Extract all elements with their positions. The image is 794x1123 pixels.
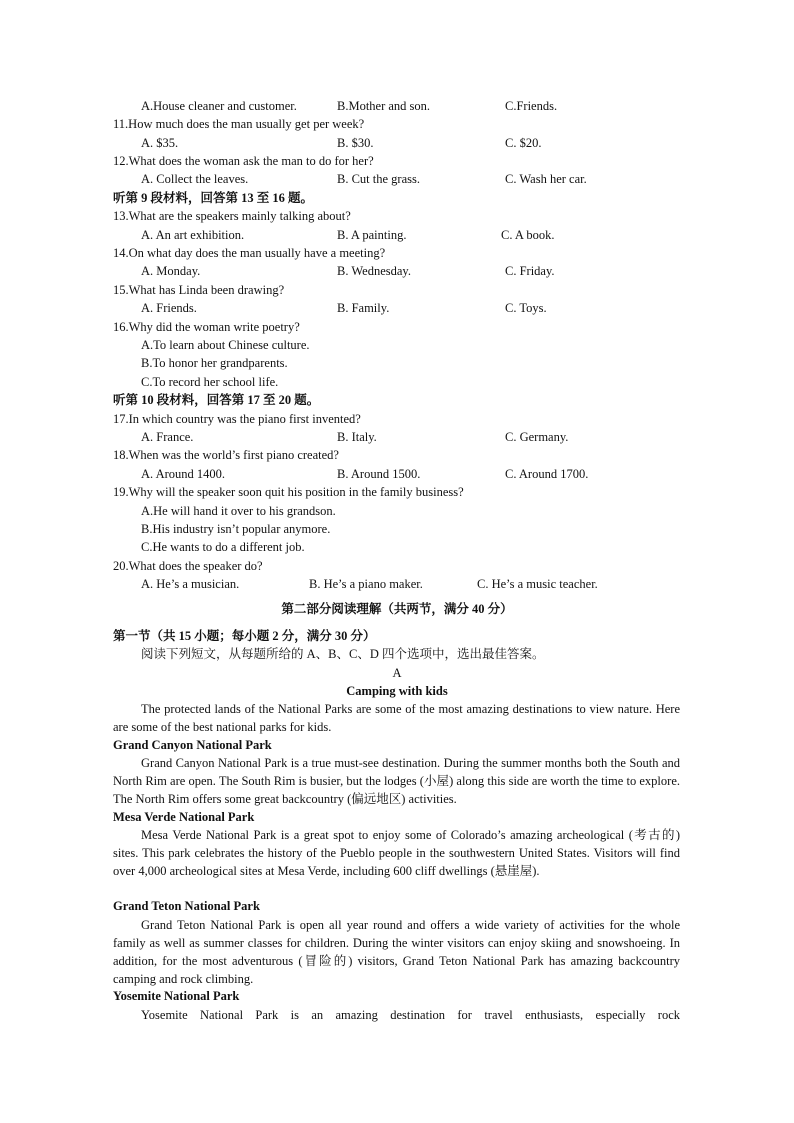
q12-option-b: B. Cut the grass. bbox=[337, 172, 420, 186]
intro-paragraph: The protected lands of the National Parks are some of the most amazing destinations to view nature. Here are some of the best national parks for kids. bbox=[113, 702, 680, 734]
q14-option-b: B. Wednesday. bbox=[337, 264, 411, 278]
q16-option-c: C.To record her school life. bbox=[141, 375, 279, 389]
question-18: 18.When was the world’s first piano created? bbox=[113, 448, 339, 462]
park-4-heading: Yosemite National Park bbox=[113, 989, 240, 1003]
q18-option-c: C. Around 1700. bbox=[505, 467, 589, 481]
question-19: 19.Why will the speaker soon quit his position in the family business? bbox=[113, 485, 464, 499]
question-20: 20.What does the speaker do? bbox=[113, 559, 263, 573]
q13-option-c: C. A book. bbox=[501, 228, 555, 242]
question-11: 11.How much does the man usually get per week? bbox=[113, 117, 365, 131]
park-1-heading: Grand Canyon National Park bbox=[113, 738, 272, 752]
question-17: 17.In which country was the piano first invented? bbox=[113, 412, 361, 426]
q13-option-a: A. An art exhibition. bbox=[141, 228, 245, 242]
question-13: 13.What are the speakers mainly talking about? bbox=[113, 209, 351, 223]
passage-title: Camping with kids bbox=[346, 684, 448, 698]
q11-option-c: C. $20. bbox=[505, 136, 542, 150]
q19-option-a: A.He will hand it over to his grandson. bbox=[141, 504, 336, 518]
q11-option-a: A. $35. bbox=[141, 136, 179, 150]
q13-option-b: B. A painting. bbox=[337, 228, 407, 242]
park-3-heading: Grand Teton National Park bbox=[113, 899, 260, 913]
q20-option-b: B. He’s a piano maker. bbox=[309, 577, 423, 591]
question-16: 16.Why did the woman write poetry? bbox=[113, 320, 300, 334]
q16-option-b: B.To honor her grandparents. bbox=[141, 356, 288, 370]
q14-option-a: A. Monday. bbox=[141, 264, 201, 278]
park-4-paragraph: Yosemite National Park is an amazing destination for travel enthusiasts, especially rock bbox=[141, 1008, 680, 1022]
q18-option-b: B. Around 1500. bbox=[337, 467, 421, 481]
section-9-heading: 听第 9 段材料，回答第 13 至 16 题。 bbox=[113, 191, 314, 205]
part-2-title: 第二部分阅读理解（共两节，满分 40 分） bbox=[281, 602, 513, 616]
question-15: 15.What has Linda been drawing? bbox=[113, 283, 285, 297]
park-2-paragraph: Mesa Verde National Park is a great spot to enjoy some of Colorado’s amazing archeological (考古的) sites. This park celebrates the history of the Pueblo people in the southwestern United States. Visitors will find over 4,000 archeological sites at Mesa Verde, including 600 cliff dwellings (悬崖屋). bbox=[113, 828, 680, 878]
reading-instruction: 阅读下列短文，从每题所给的 A、B、C、D 四个选项中，选出最佳答案。 bbox=[141, 647, 545, 661]
passage-letter: A bbox=[392, 666, 402, 680]
q11-option-b: B. $30. bbox=[337, 136, 374, 150]
section-10-heading: 听第 10 段材料，回答第 17 至 20 题。 bbox=[113, 393, 320, 407]
q18-option-a: A. Around 1400. bbox=[141, 467, 226, 481]
q15-option-b: B. Family. bbox=[337, 301, 390, 315]
q12-option-a: A. Collect the leaves. bbox=[141, 172, 249, 186]
q20-option-c: C. He’s a music teacher. bbox=[477, 577, 598, 591]
question-14: 14.On what day does the man usually have a meeting? bbox=[113, 246, 386, 260]
park-2-heading: Mesa Verde National Park bbox=[113, 810, 255, 824]
q19-option-b: B.His industry isn’t popular anymore. bbox=[141, 522, 331, 536]
q16-option-a: A.To learn about Chinese culture. bbox=[141, 338, 310, 352]
q19-option-c: C.He wants to do a different job. bbox=[141, 540, 305, 554]
q15-option-a: A. Friends. bbox=[141, 301, 197, 315]
q14-option-c: C. Friday. bbox=[505, 264, 555, 278]
section-1-title: 第一节（共 15 小题；每小题 2 分，满分 30 分） bbox=[113, 629, 376, 643]
q10-option-b: B.Mother and son. bbox=[337, 99, 431, 113]
q17-option-c: C. Germany. bbox=[505, 430, 569, 444]
q20-option-a: A. He’s a musician. bbox=[141, 577, 240, 591]
q10-option-a: A.House cleaner and customer. bbox=[141, 99, 297, 113]
q12-option-c: C. Wash her car. bbox=[505, 172, 587, 186]
q15-option-c: C. Toys. bbox=[505, 301, 547, 315]
q17-option-b: B. Italy. bbox=[337, 430, 377, 444]
park-1-paragraph: Grand Canyon National Park is a true must-see destination. During the summer months both the South and North Rim are open. The South Rim is busier, but the lodges (小屋) along this side are worth the time to explore. The North Rim offers some great backcountry (偏远地区) activities. bbox=[113, 756, 680, 806]
q17-option-a: A. France. bbox=[141, 430, 194, 444]
question-12: 12.What does the woman ask the man to do for her? bbox=[113, 154, 374, 168]
park-3-paragraph: Grand Teton National Park is open all year round and offers a wide variety of activities for the whole family as well as summer classes for children. During the winter visitors can enjoy skiing and snowshoeing. In addition, for the most adventurous (冒险的) visitors, Grand Teton National Park has amazing backcountry camping and rock climbing. bbox=[113, 918, 680, 986]
q10-option-c: C.Friends. bbox=[505, 99, 558, 113]
